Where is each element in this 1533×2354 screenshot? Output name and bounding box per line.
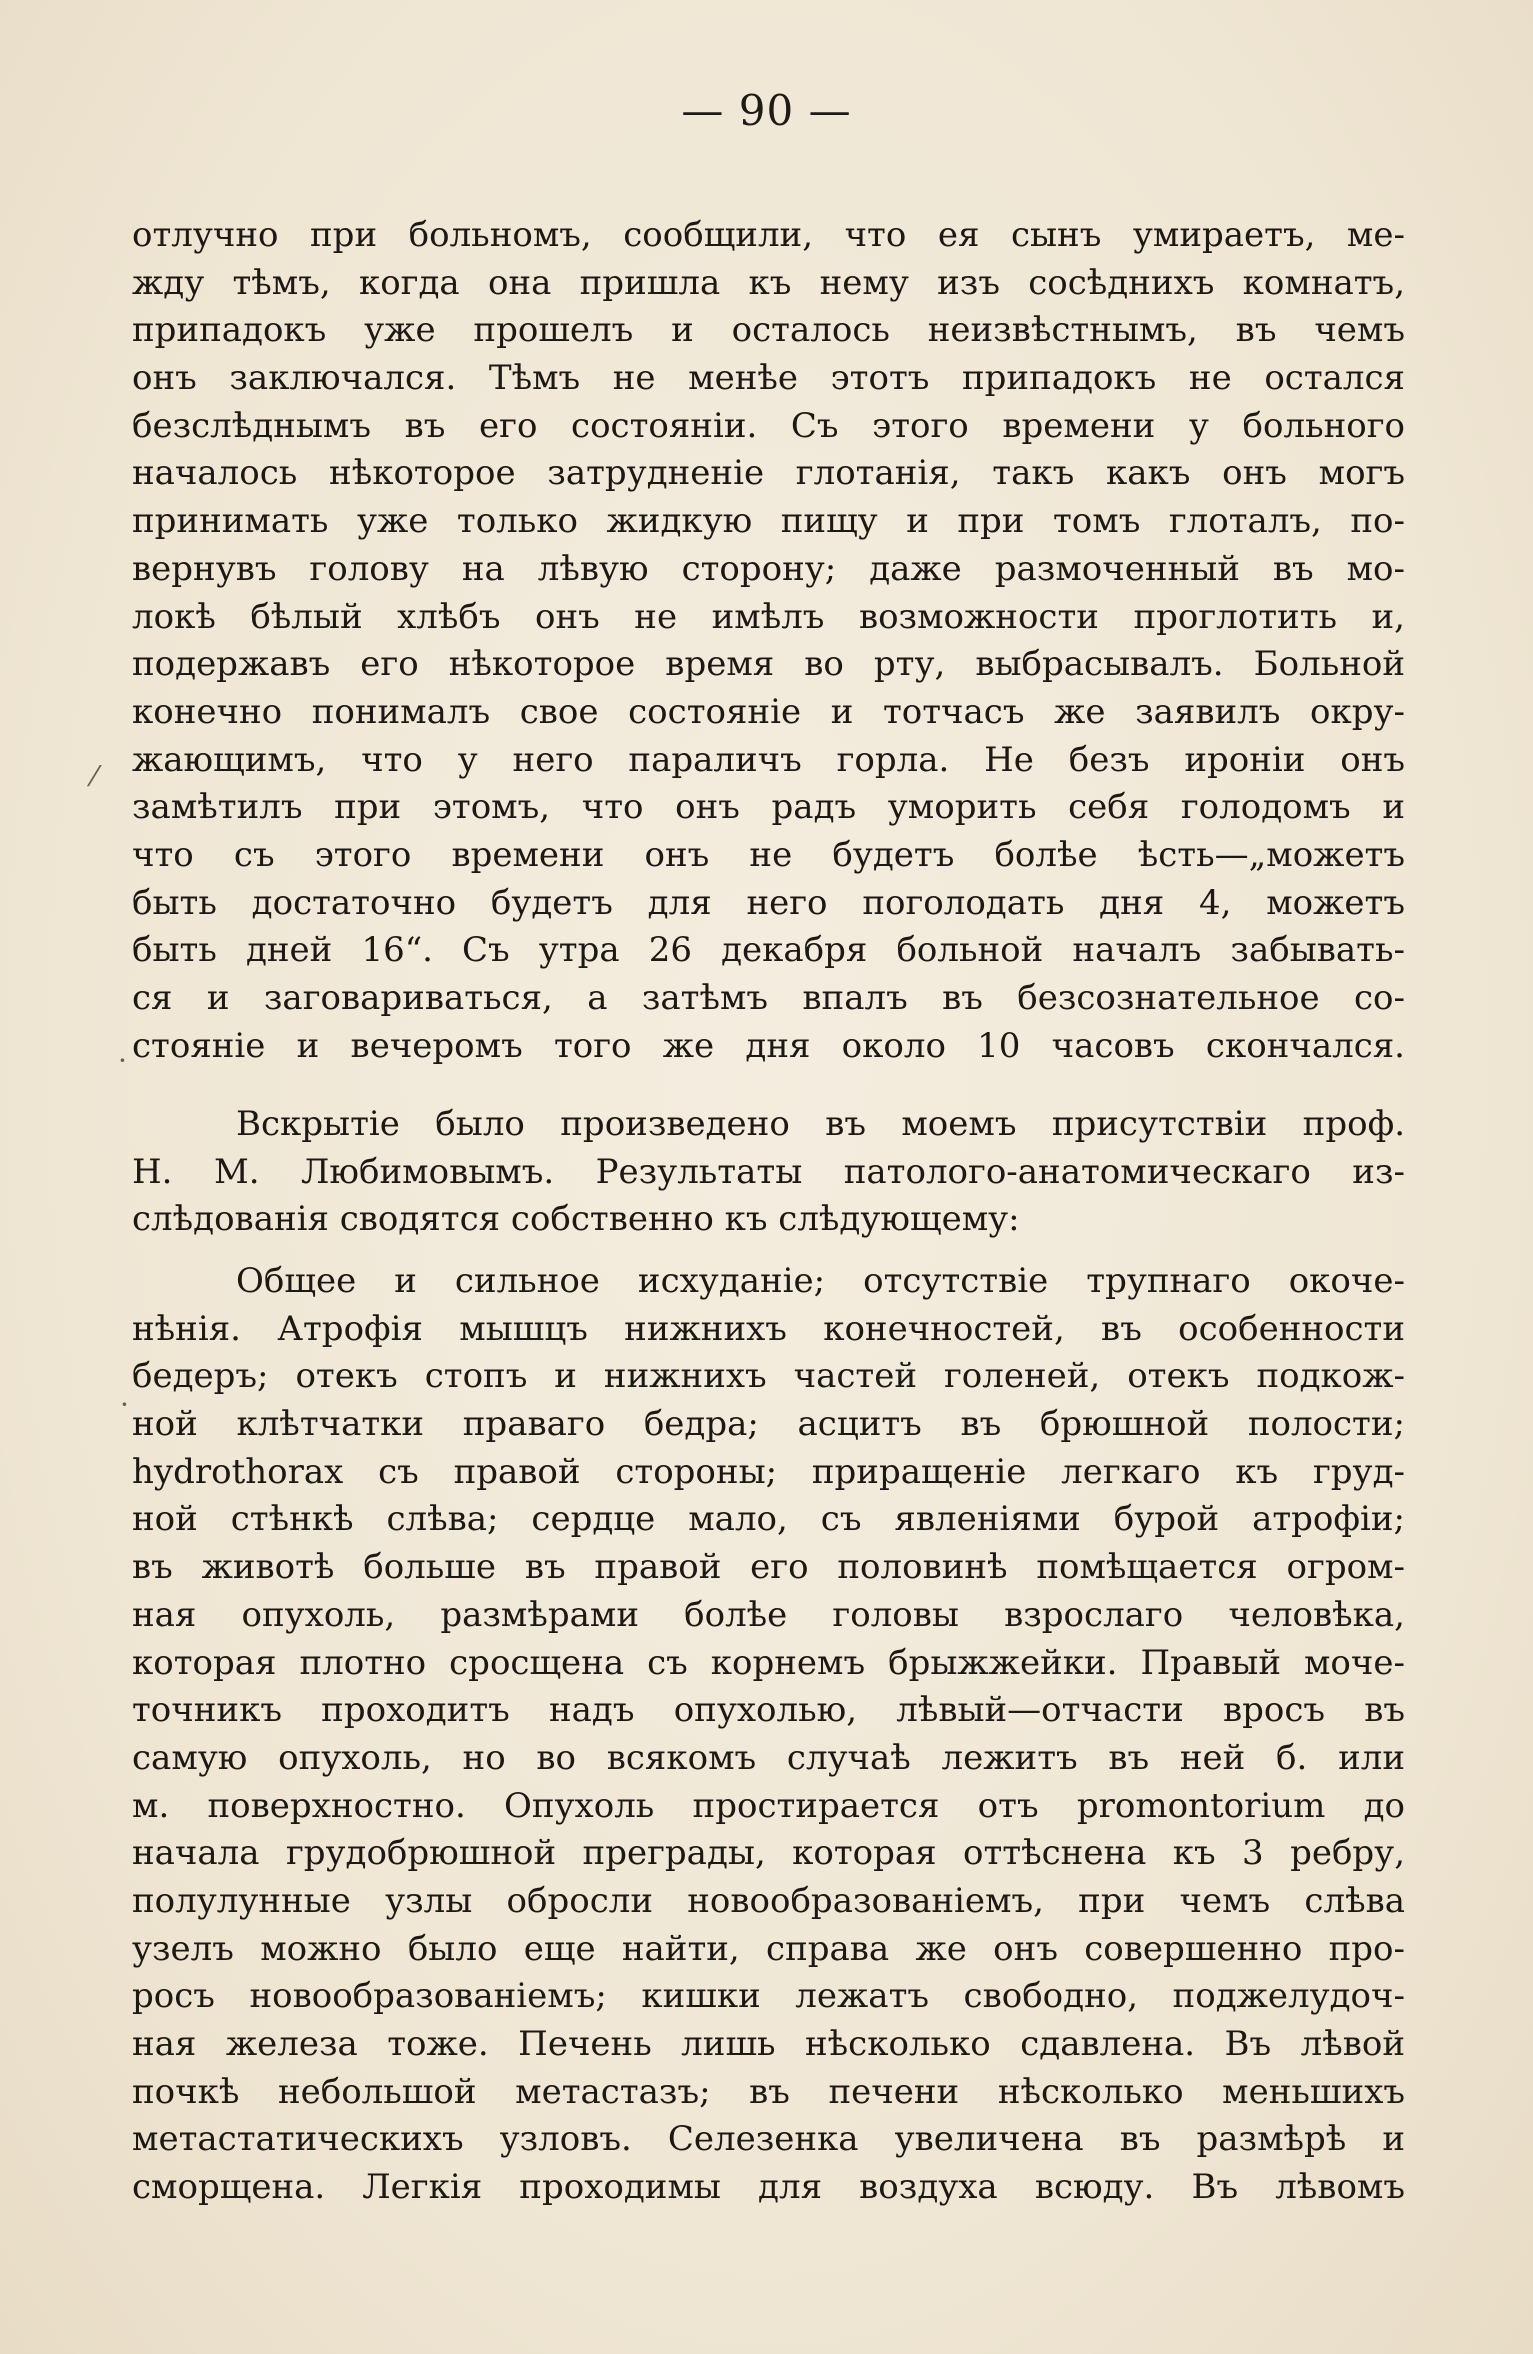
- margin-mark-dot: ·: [118, 1044, 127, 1077]
- text-line: припадокъ уже прошелъ и осталось неизвѣстнымъ, въ чемъ: [132, 310, 1405, 351]
- text-line: локѣ бѣлый хлѣбъ онъ не имѣлъ возможности проглотить и,: [132, 596, 1405, 637]
- text-line: Н. М. Любимовымъ. Результаты патолого-анатомическаго из-: [132, 1151, 1405, 1192]
- text-line: ся и заговариваться, а затѣмъ впалъ въ безсознательное со-: [132, 978, 1405, 1018]
- text-line: бедеръ; отекъ стопъ и нижнихъ частей голеней, отекъ подкож-: [132, 1356, 1405, 1397]
- text-line: жающимъ, что у него параличъ горла. Не безъ ироніи онъ: [132, 739, 1405, 780]
- text-line: конечно понималъ свое состояніе и тотчасъ же заявилъ окру-: [132, 691, 1405, 732]
- text-line: отлучно при больномъ, сообщили, что ея сынъ умираетъ, ме-: [132, 215, 1405, 255]
- text-line: вернувъ голову на лѣвую сторону; даже размоченный въ мо-: [132, 548, 1405, 589]
- text-line: быть достаточно будетъ для него поголодать дня 4, можетъ: [132, 882, 1405, 923]
- text-line: которая плотно сросщена съ корнемъ брыжжейки. Правый моче-: [132, 1642, 1405, 1683]
- text-line: точникъ проходитъ надъ опухолью, лѣвый—отчасти вросъ въ: [132, 1690, 1405, 1731]
- text-line: начала грудобрюшной преграды, которая оттѣснена къ 3 ребру,: [132, 1833, 1405, 1874]
- text-line: что съ этого времени онъ не будетъ болѣе ѣсть—„можетъ: [132, 834, 1405, 875]
- text-line: началось нѣкоторое затрудненіе глотанія, такъ какъ онъ могъ: [132, 453, 1405, 494]
- text-line: самую опухоль, но во всякомъ случаѣ лежитъ въ ней б. или: [132, 1737, 1405, 1778]
- text-line: ная опухоль, размѣрами болѣе головы взрослаго человѣка,: [132, 1594, 1405, 1635]
- text-line: узелъ можно было еще найти, справа же онъ совершенно про-: [132, 1928, 1405, 1969]
- text-line: полулунные узлы обросли новообразованіемъ, при чемъ слѣва: [132, 1880, 1405, 1921]
- text-line: росъ новообразованіемъ; кишки лежатъ свободно, поджелудоч-: [132, 1976, 1405, 2017]
- margin-mark-tick: ⁄: [92, 760, 97, 793]
- text-line: онъ заключался. Тѣмъ не менѣе этотъ припадокъ не остался: [132, 358, 1405, 399]
- text-line: нѣнія. Атрофія мышцъ нижнихъ конечностей, въ особенности: [132, 1308, 1405, 1349]
- text-line: ной клѣтчатки праваго бедра; асцитъ въ брюшной полости;: [132, 1404, 1405, 1445]
- text-line: быть дней 16“. Съ утра 26 декабря больной началъ забывать-: [132, 930, 1405, 971]
- text-line: въ животѣ больше въ правой его половинѣ помѣщается огром-: [132, 1547, 1405, 1588]
- text-line: ная железа тоже. Печень лишь нѣсколько сдавлена. Въ лѣвой: [132, 2024, 1405, 2064]
- text-line: стояніе и вечеромъ того же дня около 10 часовъ скончался.: [132, 1025, 1405, 1066]
- text-line: слѣдованія сводятся собственно къ слѣдующему:: [132, 1199, 1020, 1240]
- text-line: Общее и сильное исхуданіе; отсутствіе трупнаго окоче-: [236, 1261, 1405, 1301]
- text-line: сморщена. Легкія проходимы для воздуха всюду. Въ лѣвомъ: [132, 2167, 1405, 2208]
- paragraph-1: [132, 212, 1405, 1070]
- paragraph-3: [132, 1258, 1405, 2212]
- text-line: hydrothorax съ правой стороны; приращеніе легкаго къ груд-: [132, 1451, 1405, 1492]
- text-line: метастатическихъ узловъ. Селезенка увеличена въ размѣрѣ и: [132, 2119, 1405, 2160]
- margin-mark-dot: ·: [120, 1388, 129, 1421]
- text-line: жду тѣмъ, когда она пришла къ нему изъ сосѣднихъ комнатъ,: [132, 262, 1405, 303]
- text-line: замѣтилъ при этомъ, что онъ радъ уморить себя голодомъ и: [132, 787, 1405, 828]
- text-line: принимать уже только жидкую пищу и при томъ глоталъ, по-: [132, 501, 1405, 542]
- text-line: Вскрытіе было произведено въ моемъ присутствіи проф.: [236, 1104, 1405, 1144]
- text-line: безслѣднымъ въ его состояніи. Съ этого времени у больного: [132, 405, 1405, 446]
- text-line: м. поверхностно. Опухоль простирается отъ promontorium до: [132, 1785, 1405, 1826]
- page-number: — 90 —: [681, 86, 852, 135]
- paragraph-2: [132, 1101, 1405, 1244]
- text-line: почкѣ небольшой метастазъ; въ печени нѣсколько меньшихъ: [132, 2071, 1405, 2112]
- text-line: ной стѣнкѣ слѣва; сердце мало, съ явленіями бурой атрофіи;: [132, 1499, 1405, 1540]
- text-line: подержавъ его нѣкоторое время во рту, выбрасывалъ. Больной: [132, 644, 1405, 685]
